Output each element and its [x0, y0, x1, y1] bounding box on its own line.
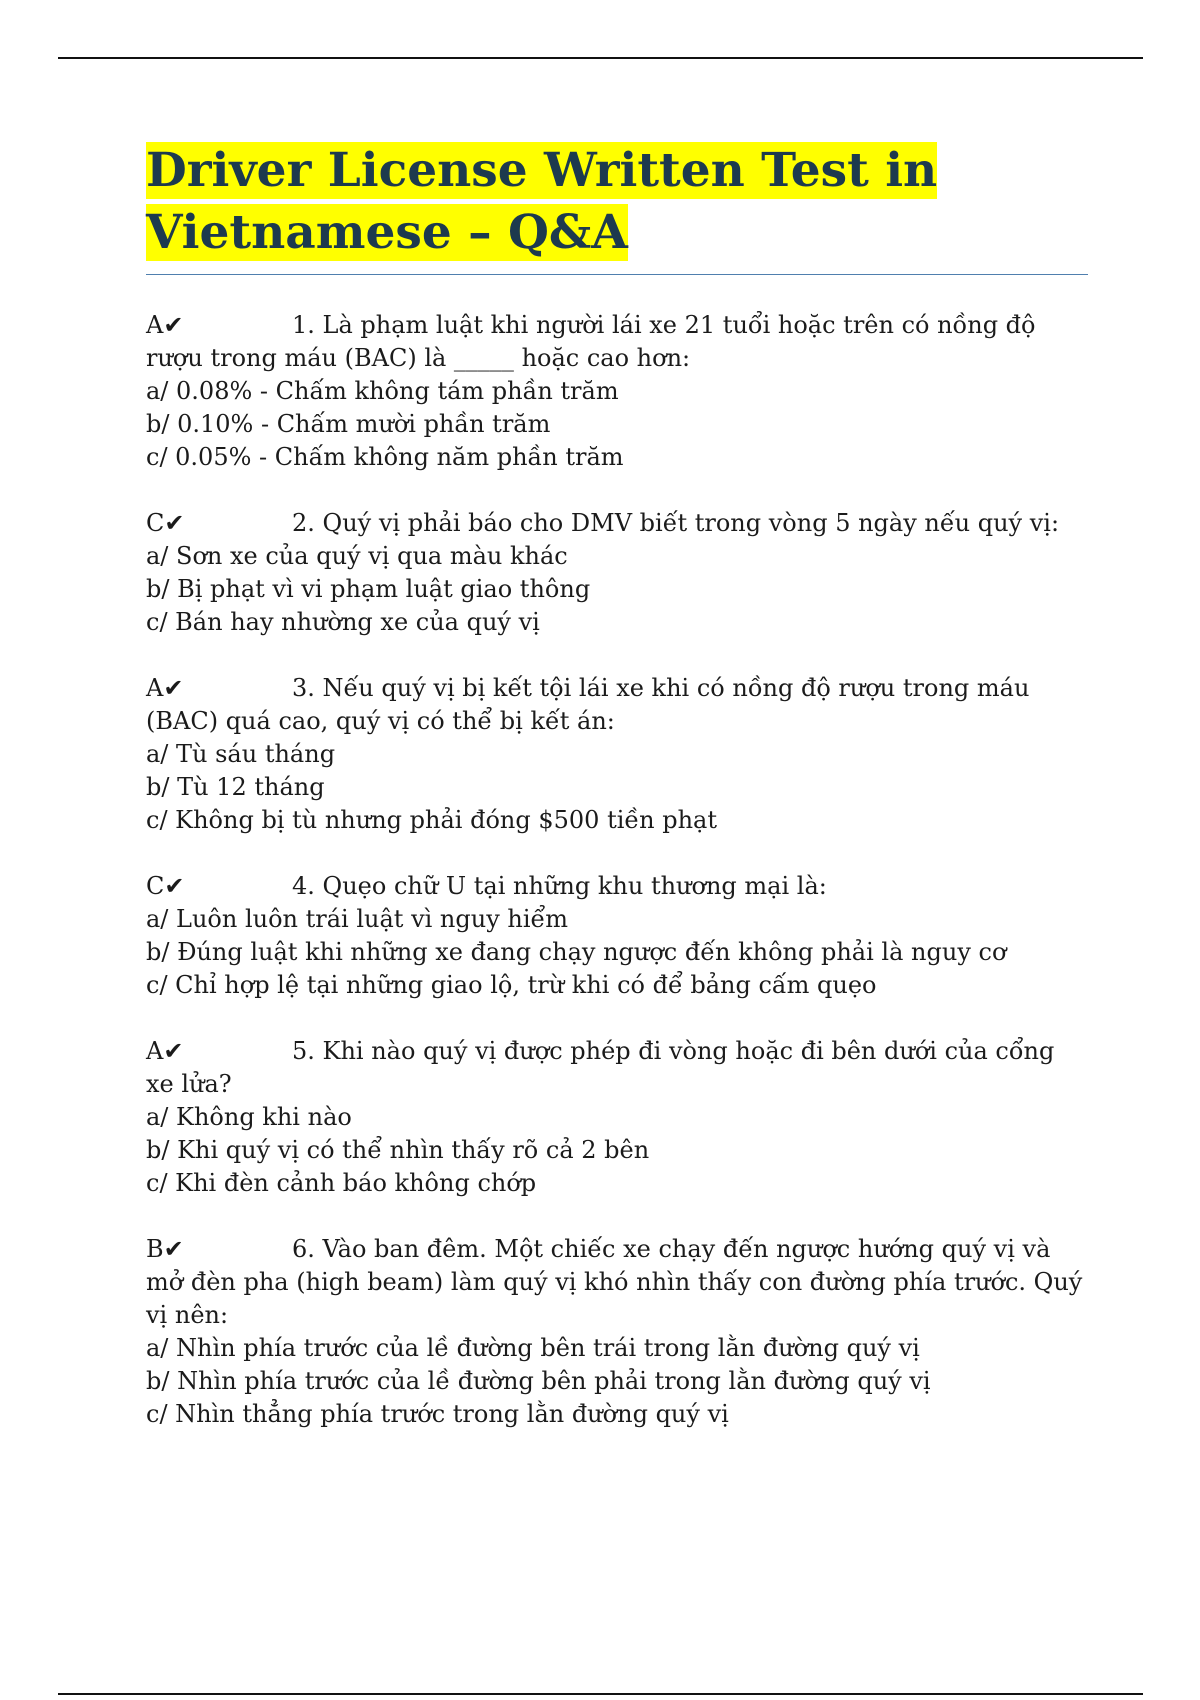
- answer-key: A✔: [146, 1037, 184, 1065]
- option-b: b/ Khi quý vị có thể nhìn thấy rõ cả 2 bên: [146, 1136, 650, 1164]
- question-item: [146, 309, 1088, 474]
- option-b: b/ Tù 12 tháng: [146, 773, 325, 801]
- option-a: a/ Không khi nào: [146, 1103, 352, 1131]
- question-text-line: [146, 870, 1088, 903]
- question-text-line: [146, 309, 1088, 375]
- document-title: [146, 140, 1088, 264]
- answer-key: A✔: [146, 311, 184, 339]
- option-a: a/ Tù sáu tháng: [146, 740, 336, 768]
- question-text: 3. Nếu quý vị bị kết tội lái xe khi có nồng độ rượu trong máu (BAC) quá cao, quý vị có thể bị kết án:: [146, 674, 1030, 735]
- page-bottom-rule: [58, 1693, 1143, 1695]
- question-text: 6. Vào ban đêm. Một chiếc xe chạy đến ngược hướng quý vị và mở đèn pha (high beam) làm quý vị khó nhìn thấy con đường phía trước. Quý vị nên:: [146, 1235, 1083, 1329]
- question-text-line: [146, 672, 1088, 738]
- question-item: [146, 507, 1088, 639]
- page-top-rule: [58, 57, 1143, 59]
- question-text: 1. Là phạm luật khi người lái xe 21 tuổi hoặc trên có nồng độ rượu trong máu (BAC) là _____ hoặc cao hơn:: [146, 311, 1036, 372]
- answer-key: C✔: [146, 872, 185, 900]
- question-item: [146, 1233, 1088, 1431]
- option-a: a/ Sơn xe của quý vị qua màu khác: [146, 542, 568, 570]
- option-c: c/ Chỉ hợp lệ tại những giao lộ, trừ khi có để bảng cấm quẹo: [146, 971, 877, 999]
- option-c: c/ 0.05% - Chấm không năm phần trăm: [146, 443, 624, 471]
- option-b: b/ Bị phạt vì vi phạm luật giao thông: [146, 575, 591, 603]
- title-line-1: Driver License Written Test in: [146, 143, 938, 198]
- question-text: 4. Quẹo chữ U tại những khu thương mại là:: [292, 872, 827, 900]
- question-text-line: [146, 1233, 1088, 1332]
- answer-key: B✔: [146, 1235, 184, 1263]
- option-b: b/ 0.10% - Chấm mười phần trăm: [146, 410, 551, 438]
- question-text-line: [146, 507, 1088, 540]
- question-text-line: [146, 1035, 1088, 1101]
- title-underline: [146, 274, 1088, 275]
- question-text: 5. Khi nào quý vị được phép đi vòng hoặc đi bên dưới của cổng xe lửa?: [146, 1037, 1055, 1098]
- answer-key: C✔: [146, 509, 185, 537]
- question-list: [146, 309, 1088, 1431]
- option-a: a/ Luôn luôn trái luật vì nguy hiểm: [146, 905, 569, 933]
- option-a: a/ Nhìn phía trước của lề đường bên trái trong lằn đường quý vị: [146, 1334, 920, 1362]
- option-c: c/ Nhìn thẳng phía trước trong lằn đường quý vị: [146, 1400, 729, 1428]
- option-b: b/ Nhìn phía trước của lề đường bên phải trong lằn đường quý vị: [146, 1367, 931, 1395]
- document-body: [146, 140, 1088, 1464]
- question-item: [146, 672, 1088, 837]
- question-item: [146, 870, 1088, 1002]
- title-line-2: Vietnamese – Q&A: [146, 205, 628, 260]
- option-c: c/ Bán hay nhường xe của quý vị: [146, 608, 540, 636]
- option-c: c/ Khi đèn cảnh báo không chớp: [146, 1169, 537, 1197]
- question-text: 2. Quý vị phải báo cho DMV biết trong vòng 5 ngày nếu quý vị:: [292, 509, 1060, 537]
- option-a: a/ 0.08% - Chấm không tám phần trăm: [146, 377, 619, 405]
- question-item: [146, 1035, 1088, 1200]
- option-c: c/ Không bị tù nhưng phải đóng $500 tiền phạt: [146, 806, 718, 834]
- answer-key: A✔: [146, 674, 184, 702]
- option-b: b/ Đúng luật khi những xe đang chạy ngược đến không phải là nguy cơ: [146, 938, 1007, 966]
